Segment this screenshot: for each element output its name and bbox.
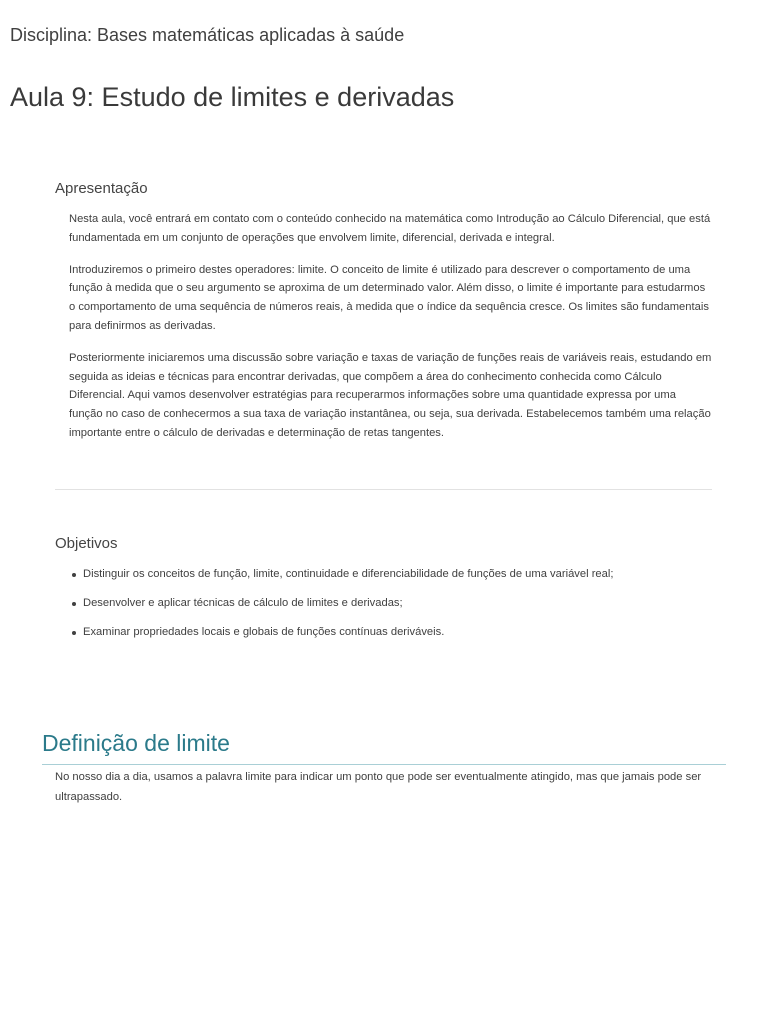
discipline-title: Disciplina: Bases matemáticas aplicadas à saúde <box>10 25 405 45</box>
limit-definition-text: No nosso dia a dia, usamos a palavra limite para indicar um ponto que pode ser eventualmente atingido, mas que jamais pode ser ultrapassado. <box>55 771 702 803</box>
presentation-paragraph: Nesta aula, você entrará em contato com o conteúdo conhecido na matemática como Introdução ao Cálculo Diferencial, que está fundamentada em um conjunto de operações que envolvem limite, diferencial, derivada e integral. <box>69 213 711 244</box>
presentation-paragraph: Posteriormente iniciaremos uma discussão sobre variação e taxas de variação de funções reais de variáveis reais, estudando em seguida as ideias e técnicas para encontrar derivadas, que compõem a área do conhecimento conhecida como Cálculo Diferencial. Aqui vamos desenvolver estratégias para recuperarmos informações sobre uma quantidade expressa por uma função no caso de conhecermos a sua taxa de variação instantânea, ou seja, sua derivada. Estabelecemos também uma relação importante entre o cálculo de derivadas e determinação de retas tangentes. <box>69 351 712 439</box>
bullet-icon <box>72 631 76 635</box>
bullet-icon <box>72 573 76 577</box>
objective-text: Desenvolver e aplicar técnicas de cálculo de limites e derivadas; <box>83 597 403 610</box>
presentation-section <box>55 180 712 456</box>
limit-definition-heading: Definição de limite <box>42 730 230 756</box>
presentation-paragraph: Introduziremos o primeiro destes operadores: limite. O conceito de limite é utilizado para descrever o comportamento de uma função à medida que o seu argumento se aproxima de um determinado valor. Além disso, o limite é importante para estudarmos o comportamento de uma sequência de números reais, à medida que o índice da sequência cresce. Os limites são fundamentais para definirmos as derivadas. <box>69 263 709 332</box>
list-item <box>83 565 712 584</box>
list-item <box>83 623 712 642</box>
list-item <box>83 594 712 613</box>
objectives-list <box>55 565 712 642</box>
objectives-section <box>55 535 712 652</box>
presentation-heading: Apresentação <box>55 180 148 197</box>
objective-text: Distinguir os conceitos de função, limite, continuidade e diferenciabilidade de funções de uma variável real; <box>83 568 614 580</box>
lesson-title: Aula 9: Estudo de limites e derivadas <box>10 82 455 112</box>
bullet-icon <box>72 602 76 606</box>
section-divider <box>55 489 712 490</box>
objective-text: Examinar propriedades locais e globais de funções contínuas deriváveis. <box>83 626 445 639</box>
heading-underline <box>42 764 726 765</box>
objectives-heading: Objetivos <box>55 535 118 552</box>
